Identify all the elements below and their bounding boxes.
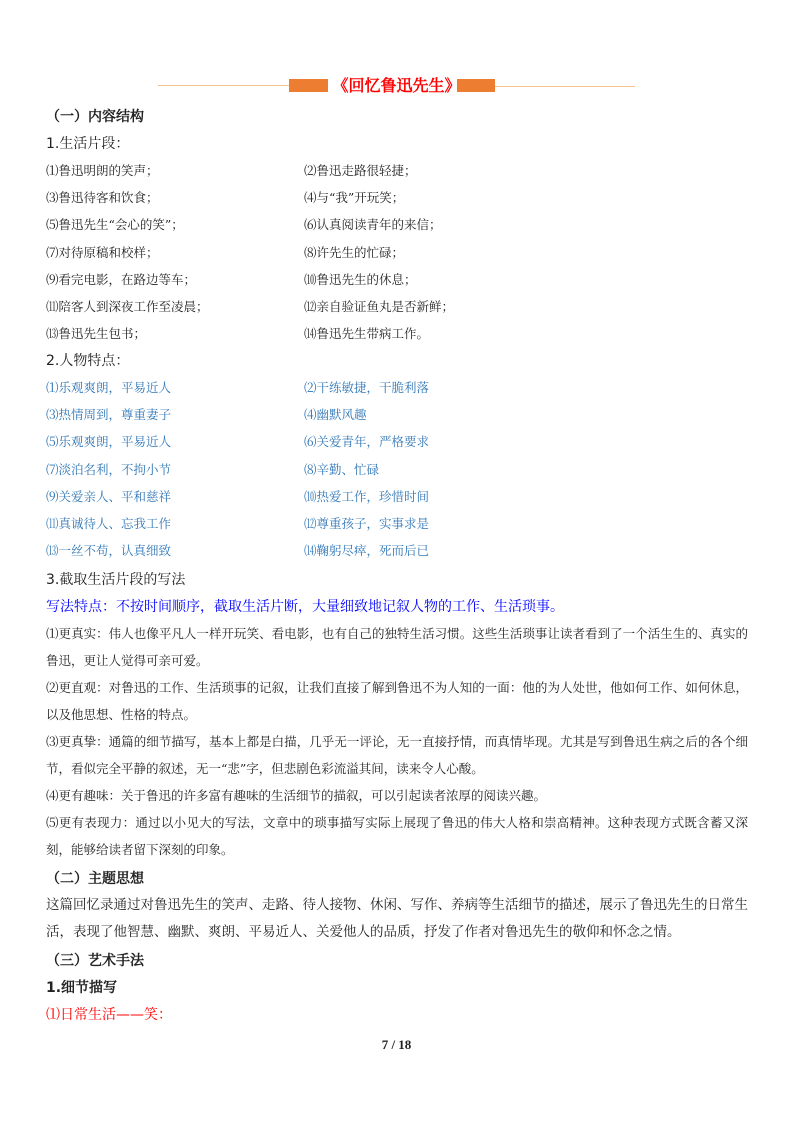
list-item: ⒀鲁迅先生包书； bbox=[46, 326, 147, 342]
list-item: ⑼看完电影，在路边等车； bbox=[46, 271, 197, 287]
list-item: ⑶热情周到，尊重妻子 bbox=[46, 407, 172, 423]
section-heading-structure: （一）内容结构 bbox=[46, 109, 144, 125]
list-item: ⑼关爱亲人、平和慈祥 bbox=[46, 488, 172, 504]
list-item: ⑸鲁迅先生“会心的笑”； bbox=[46, 217, 184, 233]
subheading-life-fragments: 1.生活片段： bbox=[46, 136, 130, 152]
list-item: ⑿尊重孩子，实事求是 bbox=[304, 515, 430, 531]
point-paragraph: ⑵更直观：对鲁迅的工作、生活琐事的记叙，让我们直接了解到鲁迅不为人知的一面：他的为人处世，他如何工作、如何休息，以及他思想、性格的特点。 bbox=[46, 680, 748, 722]
list-item: ⑵鲁迅走路很轻捷； bbox=[304, 163, 417, 178]
list-item: ⑾真诚待人、忘我工作 bbox=[46, 515, 172, 531]
character-traits-list bbox=[46, 379, 746, 569]
list-item: ⑸乐观爽朗，平易近人 bbox=[46, 434, 172, 450]
point-paragraph: ⑴更真实：伟人也像平凡人一样开玩笑、看电影，也有自己的独特生活习惯。这些生活琐事让读者看到了一个活生生的、真实的鲁迅，更让人觉得可亲可爱。 bbox=[46, 626, 748, 668]
list-item: ⒁鞠躬尽瘁，死而后已 bbox=[304, 543, 430, 559]
subheading-detail-description: 1.细节描写 bbox=[46, 980, 118, 996]
point-paragraph: ⑶更真挚：通篇的细节描写，基本上都是白描，几乎无一评论，无一直接抒情，而真情毕现。尤其是写到鲁迅生病之后的各个细节，看似完全平静的叙述，无一“悲”字，但悲剧色彩流溢其间，读来令人心酸。 bbox=[46, 734, 748, 776]
life-fragments-list bbox=[46, 162, 746, 352]
section-heading-techniques: （三）艺术手法 bbox=[46, 953, 144, 969]
list-item: ⑻辛勤、忙碌 bbox=[304, 461, 380, 477]
writing-points bbox=[46, 620, 748, 863]
list-item: ⑺对待原稿和校样； bbox=[46, 244, 159, 260]
daily-life-item: ⑴日常生活——笑： bbox=[46, 1007, 172, 1023]
section-heading-theme: （二）主题思想 bbox=[46, 871, 144, 887]
list-item: ⑻许先生的忙碌； bbox=[304, 244, 405, 260]
list-item: ⑴鲁迅明朗的笑声； bbox=[46, 163, 159, 178]
point-paragraph: ⑷更有趣味：关于鲁迅的许多富有趣味的生活细节的描叙，可以引起读者浓厚的阅读兴趣。 bbox=[46, 788, 547, 803]
subheading-writing-method: 3.截取生活片段的写法 bbox=[46, 572, 186, 588]
page-number: 7 / 18 bbox=[381, 1037, 412, 1052]
list-item: ⑹认真阅读青年的来信； bbox=[304, 217, 442, 233]
list-item: ⑵干练敏捷，干脆利落 bbox=[304, 380, 430, 395]
list-item: ⑽鲁迅先生的休息； bbox=[304, 271, 417, 287]
list-item: ⑷幽默风趣 bbox=[304, 407, 367, 423]
theme-paragraph: 这篇回忆录通过对鲁迅先生的笑声、走路、待人接物、休闲、写作、养病等生活细节的描述，展示了鲁迅先生的日常生活，表现了他智慧、幽默、爽朗、平易近人、关爱他人的品质，抒发了作者对鲁迅先生的敬仰和怀念之情。 bbox=[46, 897, 748, 940]
list-item: ⑷与“我”开玩笑； bbox=[304, 190, 405, 206]
writing-feature: 写法特点：不按时间顺序，截取生活片断，大量细致地记叙人物的工作、生活琐事。 bbox=[46, 599, 564, 615]
list-item: ⑶鲁迅待客和饮食； bbox=[46, 190, 159, 206]
point-paragraph: ⑸更有表现力：通过以小见大的写法，文章中的琐事描写实际上展现了鲁迅的伟大人格和崇高精神。这种表现方式既含蓄又深刻，能够给读者留下深刻的印象。 bbox=[46, 815, 748, 857]
subheading-character-traits: 2.人物特点： bbox=[46, 353, 130, 369]
list-item: ⒀一丝不苟，认真细致 bbox=[46, 543, 172, 559]
list-item: ⒁鲁迅先生带病工作。 bbox=[304, 326, 430, 342]
list-item: ⑺淡泊名利，不拘小节 bbox=[46, 461, 172, 477]
list-item: ⑾陪客人到深夜工作至凌晨； bbox=[46, 298, 209, 314]
list-item: ⑿亲自验证鱼丸是否新鲜； bbox=[304, 298, 455, 314]
list-item: ⑹关爱青年，严格要求 bbox=[304, 434, 430, 450]
list-item: ⑴乐观爽朗，平易近人 bbox=[46, 380, 172, 395]
document-title: 《回忆鲁迅先生》 bbox=[332, 76, 461, 95]
list-item: ⑽热爱工作，珍惜时间 bbox=[304, 488, 430, 504]
